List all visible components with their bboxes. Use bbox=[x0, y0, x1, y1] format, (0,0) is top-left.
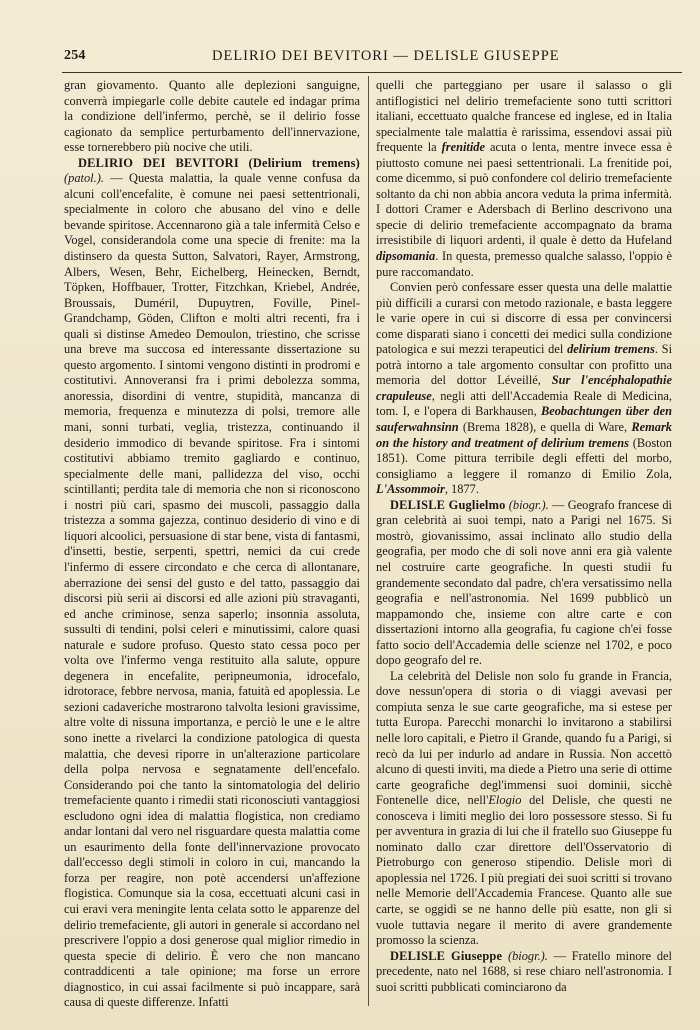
entry-body: — Questa malattia, la quale venne confusa da alcuni coll'encefalite, è comune nei paesi settentrionali, specialmente in coloro che abusano del vino e delle bevande spiritose. Accennarono già a tale infermità Celso e Vogel, considerandola come una specie di frenite: ma la distinsero da questa Sutton, Salvatori, Rayer, Armstrong, Albers, Wesen, Behr, Eichelberg, Heinecken, Berndt, Töpken, Hoffbauer, Trotter, Fitzchkan, Kriebel, Andrée, Broussais, Duméril, Dupuytren, Foville, Pinel-Grandchamp, Göden, Clifton e molti altri recenti, fra i quali si distinse Amedeo Demoulon, triestino, che scrisse una breve ma succosa ed interessante dissertazione su questo argomento. I sintomi vengono distinti in prodromi e costitutivi. Annoveransi fra i primi debolezza somma, anoressia, disordini di ventre, stupidità, mancanza di memoria, frequenza e minutezza di polsi, tremore alle mani, sonni turbati, veglia, tristezza, continuando il desiderio immodico di bevande spiritose. Fra i sintomi costitutivi abbiamo tremito gagliardo e continuo, specialmente delle mani, pallidezza del viso, occhi scintillanti; perdita tale di memoria che non si riconoscono i nostri più cari, spasmo dei muscoli, passaggio dalla tristezza a somma gajezza, continuo desiderio di vino e di liquori alcoolici, persuasione di star bene, vista di fantasmi, d'insetti, bestie, serpenti, spettri, nemici da cui crede l'infermo di essere circondato e che cerca di allontanare, aberrazione dei sensi del gusto e del tatto, passaggio dai discorsi più serii ai discorsi ed alle azioni più stravaganti, ed anche criminose, senza saperlo; insonnia assoluta, sussulti di tendini, polsi celeri e minutissimi, calore quasi naturale e sudore profuso. Questo stato cessa poco per volta ove l'infermo venga restituito alla salute, oppure degenera in encefalite, peripneumonia, idrocefalo, idrotorace, febbre nervosa, mania, fatuità ed apoplessia. Le sezioni cadaveriche mostrarono talvolta lesioni gravissime, altre volte di nissuna importanza, e perciò le une e le altre sono inette a rivelarci la condizione patologica di questa malattia, che devesi riporre in un'alterazione particolare della polpa nervosa e segnatamente dell'encefalo. Considerando poi che tanto la sintomatologia del delirio tremefaciente quanto i rimedii stati riconosciuti vantaggiosi escludono ogni idea di malattia flogistica, non crediamo andar lontani dal vero nel risguardare questa malattia come un esaurimento della fonte dell'innervazione provocato dall'eccesso degli stimoli in coloro in cui, mancando la forza per reagire, non potè accendersi un'affezione flogistica. Comunque sia la cosa, eccettuati alcuni casi in cui eravi vera meningite lenta celata sotto le apparenze del delirio tremefaciente, gli autori in generale si accordano nel prescrivere l'oppio a dosi generose qual miglior rimedio in questa specie di delirio. È vero che non mancano contraddicenti a tale opinione; ma forse un errore diagnostico, in cui assai facilmente si può incappare, sarà causa di queste differenze. Infatti bbox=[64, 171, 360, 1010]
text-run: , 1877. bbox=[444, 482, 479, 497]
title-ware: Remark on the history and treatment of delirium tremens bbox=[376, 420, 672, 450]
header-rule bbox=[62, 72, 682, 73]
title-leveille: Sur l'encéphalopathie crapuleuse bbox=[376, 373, 672, 403]
entry-headword: DELISLE Giuseppe bbox=[390, 948, 503, 963]
paragraph-continuation: gran giovamento. Quanto alle deplezioni sanguigne, converrà impiegarle colle debite cautele ed indagar prima la condizione dell'infermo, perchè, se il delirio fosse cagionato da semplice perturbamento dell'innervazione, esse tornerebbero più nocive che utili. bbox=[64, 78, 360, 155]
text-run: (Brema 1828), e quella di Ware, bbox=[458, 420, 632, 435]
text-run: La celebrità del Delisle non solo fu grande in Francia, dove nessun'opera di storia o di viaggi avevasi per compiuta senza le sue carte geografiche, ma si estese per tutta Europa. Parecchi monarchi lo invitarono a stabilirsi nelle loro capitali, e Pietro il Grande, quando fu a Parigi, si recò da lui per indurlo ad andare in Russia. Non accettò alcuno di questi inviti, ma diede a Pietro una serie di ottime carte geografiche degl'immensi suoi dominii, sicchè Fontenelle dice, nell' bbox=[376, 668, 672, 808]
entry-body: — Geografo francese di gran celebrità ai suoi tempi, nato a Parigi nel 1675. Si mostrò, giovanissimo, assai inclinato allo studio della geografia, per modo che di soli nove anni era già valente nel costruire carte geografiche. In questi studii fu grandemente secondato dal padre, ch'era versatissimo nella geografia e nell'astronomia. Nel 1699 pubblicò un mappamondo che, insieme con altre carte e con dissertazioni intorno alla geografia, fu cagione ch'ei fosse fatto socio dell'Accademia delle scienze nel 1702, e poco dopo geografo del re. bbox=[376, 497, 672, 668]
paragraph-celebrita bbox=[376, 669, 672, 949]
text-run: (Boston 1851). Come pittura terribile degli effetti del morbo, consigliamo a leggere il romanzo di Emilio Zola, bbox=[376, 435, 672, 481]
paragraph-frenitide bbox=[376, 78, 672, 280]
text-run: del Delisle, che questi ne conosceva i limiti meglio dei loro possessore stesso. Si fu per avventura in grazia di lui che il fratello suo Giuseppe fu nominato dallo czar direttore dell'Osservatorio di Pietroburgo con generoso stipendio. Delisle morì di apoplessia nel 1726. I più pregiati dei suoi scritti si trovano nelle Memorie dell'Accademia Francese. Quanto alle sue carte, se oggidì se ne hanno delle più esatte, non gli si vuole tuttavia negare il merito di avere grandemente promosso la scienza. bbox=[376, 793, 672, 948]
entry-delisle-giuseppe bbox=[376, 949, 672, 996]
text-run: acuta o lenta, mentre invece essa è piuttosto comune nei paesi settentrionali. La frenitide poi, come dicemmo, si può confondere col delirio tremefaciente soltanto da chi non abbia ancora veduta la prima infermità. I dottori Cramer e Adersbach di Berlino descrivono una specie di delirio tremefaciente accompagnato da brama irresistibile di liquori ardenti, il quale è detto da Hufeland bbox=[376, 140, 672, 248]
text-run: , negli atti dell'Accademia Reale di Medicina, tom. I, e l'opera di Barkhausen, bbox=[376, 388, 672, 419]
text-run: Convien però confessare esser questa una delle malattie più difficili a curarsi con metodo razionale, e basta leggere le varie opere in cui si discorre di essa per convincersi come disparati siano i concetti dei medici sulla condizione patologica e sui mezzi terapeutici del bbox=[376, 280, 672, 357]
paragraph-bibliography bbox=[376, 280, 672, 498]
page-header bbox=[62, 46, 682, 68]
right-column bbox=[376, 78, 672, 995]
entry-delisle-guglielmo bbox=[376, 498, 672, 669]
term-dipsomania: dipsomania bbox=[376, 249, 436, 264]
entry-category: (patol.). bbox=[64, 171, 104, 186]
left-column bbox=[64, 78, 360, 1011]
term-frenitide: frenitide bbox=[441, 140, 485, 155]
entry-headword: DELISLE Guglielmo bbox=[390, 497, 506, 512]
entry-latin-name: (Delirium tremens) bbox=[248, 155, 361, 170]
running-title: DELIRIO DEI BEVITORI — DELISLE GIUSEPPE bbox=[212, 48, 560, 64]
title-zola: L'Assommoir bbox=[376, 482, 445, 497]
entry-category: (biogr.). bbox=[507, 948, 548, 963]
title-elogio: Elogio bbox=[488, 793, 522, 808]
entry-headword: DELIRIO DEI BEVITORI bbox=[78, 155, 239, 170]
entry-body: — Fratello minore del precedente, nato nel 1688, si rese chiaro nell'astronomia. I suoi scritti pubblicati cominciarono da bbox=[376, 948, 672, 994]
text-run: . Si potrà intorno a tale argomento consultar con profitto una memoria del dottor Léveillé, bbox=[376, 342, 673, 388]
text-run: quelli che parteggiano per usare il salasso o gli antiflogistici nel delirio tremefaciente sono tutti scrittori italiani, eccettuato qualche francese ed inglese, ed in Italia specialmente tale malattia è rarissima, essendovi assai più frequente la bbox=[376, 78, 672, 155]
page-number: 254 bbox=[64, 48, 86, 63]
entry-category: (biogr.). bbox=[508, 497, 549, 512]
text-run: . In questa, premesso qualche salasso, l'oppio è pure raccomandato. bbox=[376, 249, 672, 279]
column-divider bbox=[368, 76, 369, 1006]
entry-delirio-dei-bevitori bbox=[64, 156, 360, 1011]
title-barkhausen: Beobachtungen über den sauferwahnsinn bbox=[376, 404, 672, 435]
term-delirium-tremens: delirium tremens bbox=[567, 342, 655, 357]
